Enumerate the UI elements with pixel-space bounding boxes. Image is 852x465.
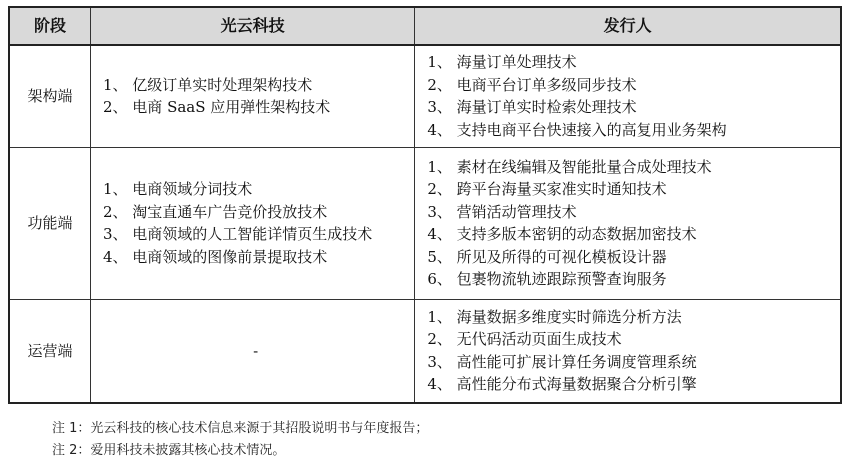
list-item: 5、 所见及所得的可视化模板设计器 bbox=[427, 247, 667, 266]
list-item: 1、 素材在线编辑及智能批量合成处理技术 bbox=[427, 157, 712, 176]
list-item: 2、 无代码活动页面生成技术 bbox=[427, 330, 622, 349]
guangyun-cell-empty: - bbox=[90, 299, 414, 403]
tech-comparison-table bbox=[8, 6, 842, 404]
guangyun-cell bbox=[90, 147, 414, 299]
issuer-cell bbox=[415, 45, 841, 147]
header-row bbox=[9, 7, 841, 45]
stage-cell: 架构端 bbox=[9, 45, 90, 147]
list-item: 4、 电商领域的图像前景提取技术 bbox=[102, 247, 328, 266]
list-item: 2、 跨平台海量买家准实时通知技术 bbox=[427, 180, 667, 198]
list-item: 3、 营销活动管理技术 bbox=[427, 202, 577, 221]
issuer-cell bbox=[415, 299, 841, 403]
list-item: 6、 包裹物流轨迹跟踪预警查询服务 bbox=[427, 270, 667, 288]
list-item: 2、 电商 SaaS 应用弹性架构技术 bbox=[102, 98, 331, 117]
footnotes bbox=[52, 418, 428, 462]
list-item: 3、 海量订单实时检索处理技术 bbox=[427, 98, 637, 117]
header-stage: 阶段 bbox=[9, 7, 90, 45]
list-item: 1、 电商领域分词技术 bbox=[102, 180, 253, 198]
list-item: 4、 支持多版本密钥的动态数据加密技术 bbox=[427, 225, 697, 243]
footnote-2: 注 2：爱用科技未披露其核心技术情况。 bbox=[52, 443, 286, 458]
stage-cell: 运营端 bbox=[9, 299, 90, 403]
list-item: 2、 淘宝直通车广告竞价投放技术 bbox=[102, 202, 328, 221]
table-row-architecture bbox=[9, 45, 841, 147]
footnote-1: 注 1：光云科技的核心技术信息来源于其招股说明书与年度报告； bbox=[52, 421, 429, 436]
list-item: 1、 亿级订单实时处理架构技术 bbox=[102, 75, 313, 94]
list-item: 1、 海量订单处理技术 bbox=[427, 53, 577, 72]
table-row-function bbox=[9, 147, 841, 299]
header-issuer: 发行人 bbox=[415, 7, 841, 45]
list-item: 3、 电商领域的人工智能详情页生成技术 bbox=[102, 225, 373, 243]
list-item: 2、 电商平台订单多级同步技术 bbox=[427, 75, 637, 94]
list-item: 1、 海量数据多维度实时筛选分析方法 bbox=[427, 307, 682, 326]
list-item: 4、 支持电商平台快速接入的高复用业务架构 bbox=[427, 120, 727, 139]
table-row-operation bbox=[9, 299, 841, 403]
header-guangyun: 光云科技 bbox=[90, 7, 414, 45]
list-item: 3、 高性能可扩展计算任务调度管理系统 bbox=[427, 352, 697, 371]
stage-cell: 功能端 bbox=[9, 147, 90, 299]
issuer-cell bbox=[415, 147, 841, 299]
guangyun-cell bbox=[90, 45, 414, 147]
list-item: 4、 高性能分布式海量数据聚合分析引擎 bbox=[427, 375, 697, 394]
